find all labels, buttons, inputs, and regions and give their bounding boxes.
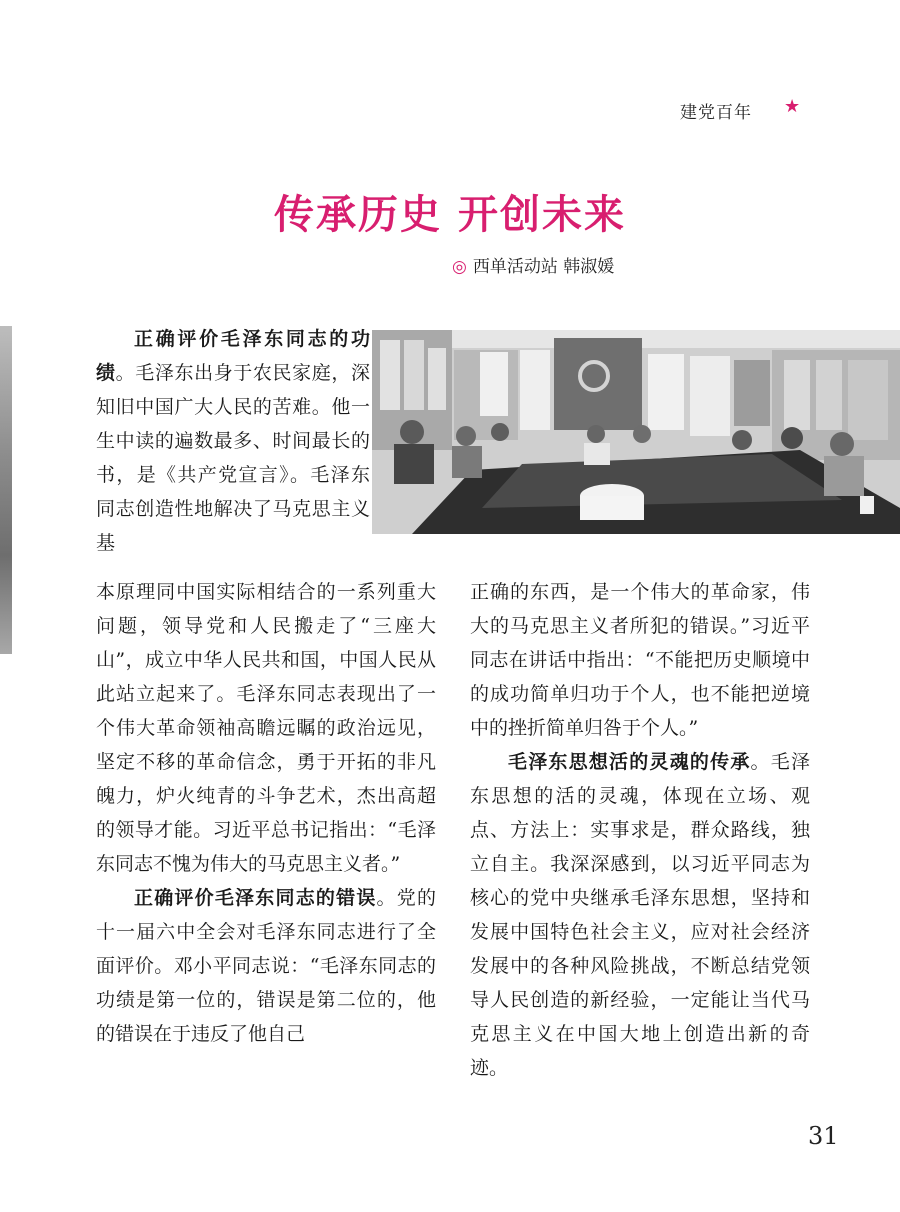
paragraph-heading: 正确评价毛泽东同志的功绩 — [96, 328, 370, 384]
paragraph-text: 正确的东西，是一个伟大的革命家，伟大的马克思主义者所犯的错误。”习近平同志在讲话中指出：“不能把历史顺境中的成功简单归功于个人，也不能把逆境中的挫折简单归咎于个人。” — [470, 581, 810, 739]
circle-mark-icon: ◎ — [452, 257, 467, 277]
star-icon: ★ — [784, 96, 801, 117]
paragraph-heading: 毛泽东思想活的灵魂的传承 — [508, 751, 751, 773]
paragraph-text: 。毛泽东出身于农民家庭，深知旧中国广大人民的苦难。他一生中读的遍数最多、时间最长的书，是《共产党宣言》。毛泽东同志创造性地解决了马克思主义基 — [96, 362, 370, 554]
section-label: 建党百年 — [680, 103, 752, 123]
page-number: 31 — [808, 1122, 839, 1150]
paragraph-heading: 正确评价毛泽东同志的错误 — [134, 887, 377, 909]
column-right — [470, 575, 810, 1085]
meeting-photo — [372, 330, 900, 534]
paragraph-text: 本原理同中国实际相结合的一系列重大问题，领导党和人民搬走了“三座大山”，成立中华人民共和国，中国人民从此站立起来了。毛泽东同志表现出了一个伟大革命领袖高瞻远瞩的政治远见，坚定不移的革命信念，勇于开拓的非凡魄力，炉火纯青的斗争艺术，杰出高超的领导才能。习近平总书记指出：“毛泽东同志不愧为伟大的马克思主义者。” — [96, 581, 436, 875]
paragraph-text: 。毛泽东思想的活的灵魂，体现在立场、观点、方法上：实事求是，群众路线，独立自主。我深深感到，以习近平同志为核心的党中央继承毛泽东思想，坚持和发展中国特色社会主义，应对社会经济发展中的各种风险挑战，不断总结党领导人民创造的新经验，一定能让当代马克思主义在中国大地上创造出新的奇迹。 — [470, 751, 810, 1079]
meeting-photo-illustration — [372, 330, 900, 534]
column-left — [96, 575, 436, 1051]
byline — [452, 252, 614, 277]
author: 西单活动站 韩淑媛 — [472, 257, 615, 277]
column-top-left — [96, 322, 370, 560]
article-title: 传承历史 开创未来 — [274, 191, 626, 238]
paragraph-text: 。党的十一届六中全会对毛泽东同志进行了全面评价。邓小平同志说：“毛泽东同志的功绩是第一位的，错误是第二位的，他的错误在于违反了他自己 — [96, 887, 436, 1045]
edge-photo-strip — [0, 326, 12, 654]
